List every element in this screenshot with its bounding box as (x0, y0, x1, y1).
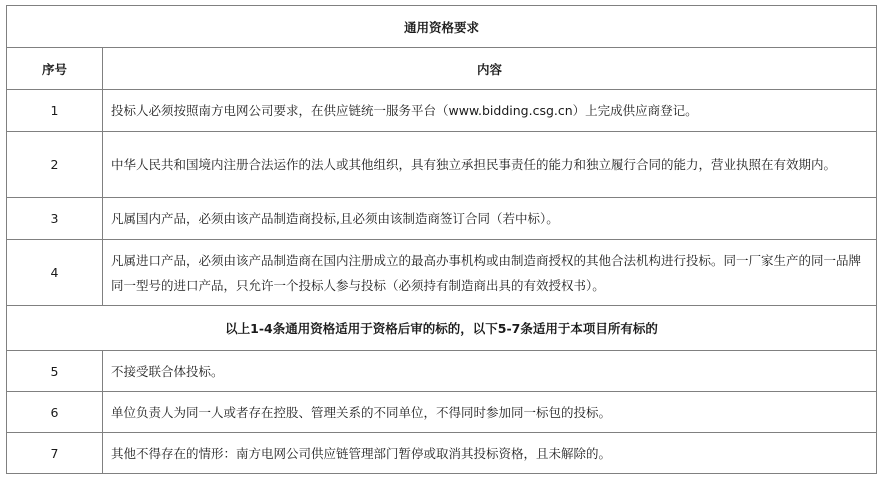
qualification-requirements-table (6, 5, 877, 474)
table-row (7, 433, 877, 474)
table-row (7, 132, 877, 198)
header-number: 序号 (7, 48, 103, 90)
table-row (7, 392, 877, 433)
merged-note-row (7, 306, 877, 351)
merged-note: 以上1-4条通用资格适用于资格后审的标的，以下5-7条适用于本项目所有标的 (7, 306, 877, 351)
row-number: 1 (7, 90, 103, 132)
row-number: 2 (7, 132, 103, 198)
row-number: 6 (7, 392, 103, 433)
row-content: 投标人必须按照南方电网公司要求，在供应链统一服务平台（www.bidding.csg.cn）上完成供应商登记。 (103, 90, 877, 132)
row-content: 单位负责人为同一人或者存在控股、管理关系的不同单位，不得同时参加同一标包的投标。 (103, 392, 877, 433)
row-content: 不接受联合体投标。 (103, 351, 877, 392)
table-row (7, 90, 877, 132)
row-content: 中华人民共和国境内注册合法运作的法人或其他组织，具有独立承担民事责任的能力和独立履行合同的能力，营业执照在有效期内。 (103, 132, 877, 198)
table-row (7, 198, 877, 240)
table-row (7, 351, 877, 392)
row-content: 其他不得存在的情形：南方电网公司供应链管理部门暂停或取消其投标资格，且未解除的。 (103, 433, 877, 474)
row-number: 5 (7, 351, 103, 392)
row-number: 4 (7, 240, 103, 306)
table-title-row (7, 6, 877, 48)
table-title: 通用资格要求 (7, 6, 877, 48)
row-content: 凡属国内产品，必须由该产品制造商投标,且必须由该制造商签订合同（若中标）。 (103, 198, 877, 240)
table-row (7, 240, 877, 306)
header-content: 内容 (103, 48, 877, 90)
row-number: 3 (7, 198, 103, 240)
row-number: 7 (7, 433, 103, 474)
row-content: 凡属进口产品，必须由该产品制造商在国内注册成立的最高办事机构或由制造商授权的其他合法机构进行投标。同一厂家生产的同一品牌同一型号的进口产品，只允许一个投标人参与投标（必须持有制造商出具的有效授权书）。 (103, 240, 877, 306)
table-header-row (7, 48, 877, 90)
